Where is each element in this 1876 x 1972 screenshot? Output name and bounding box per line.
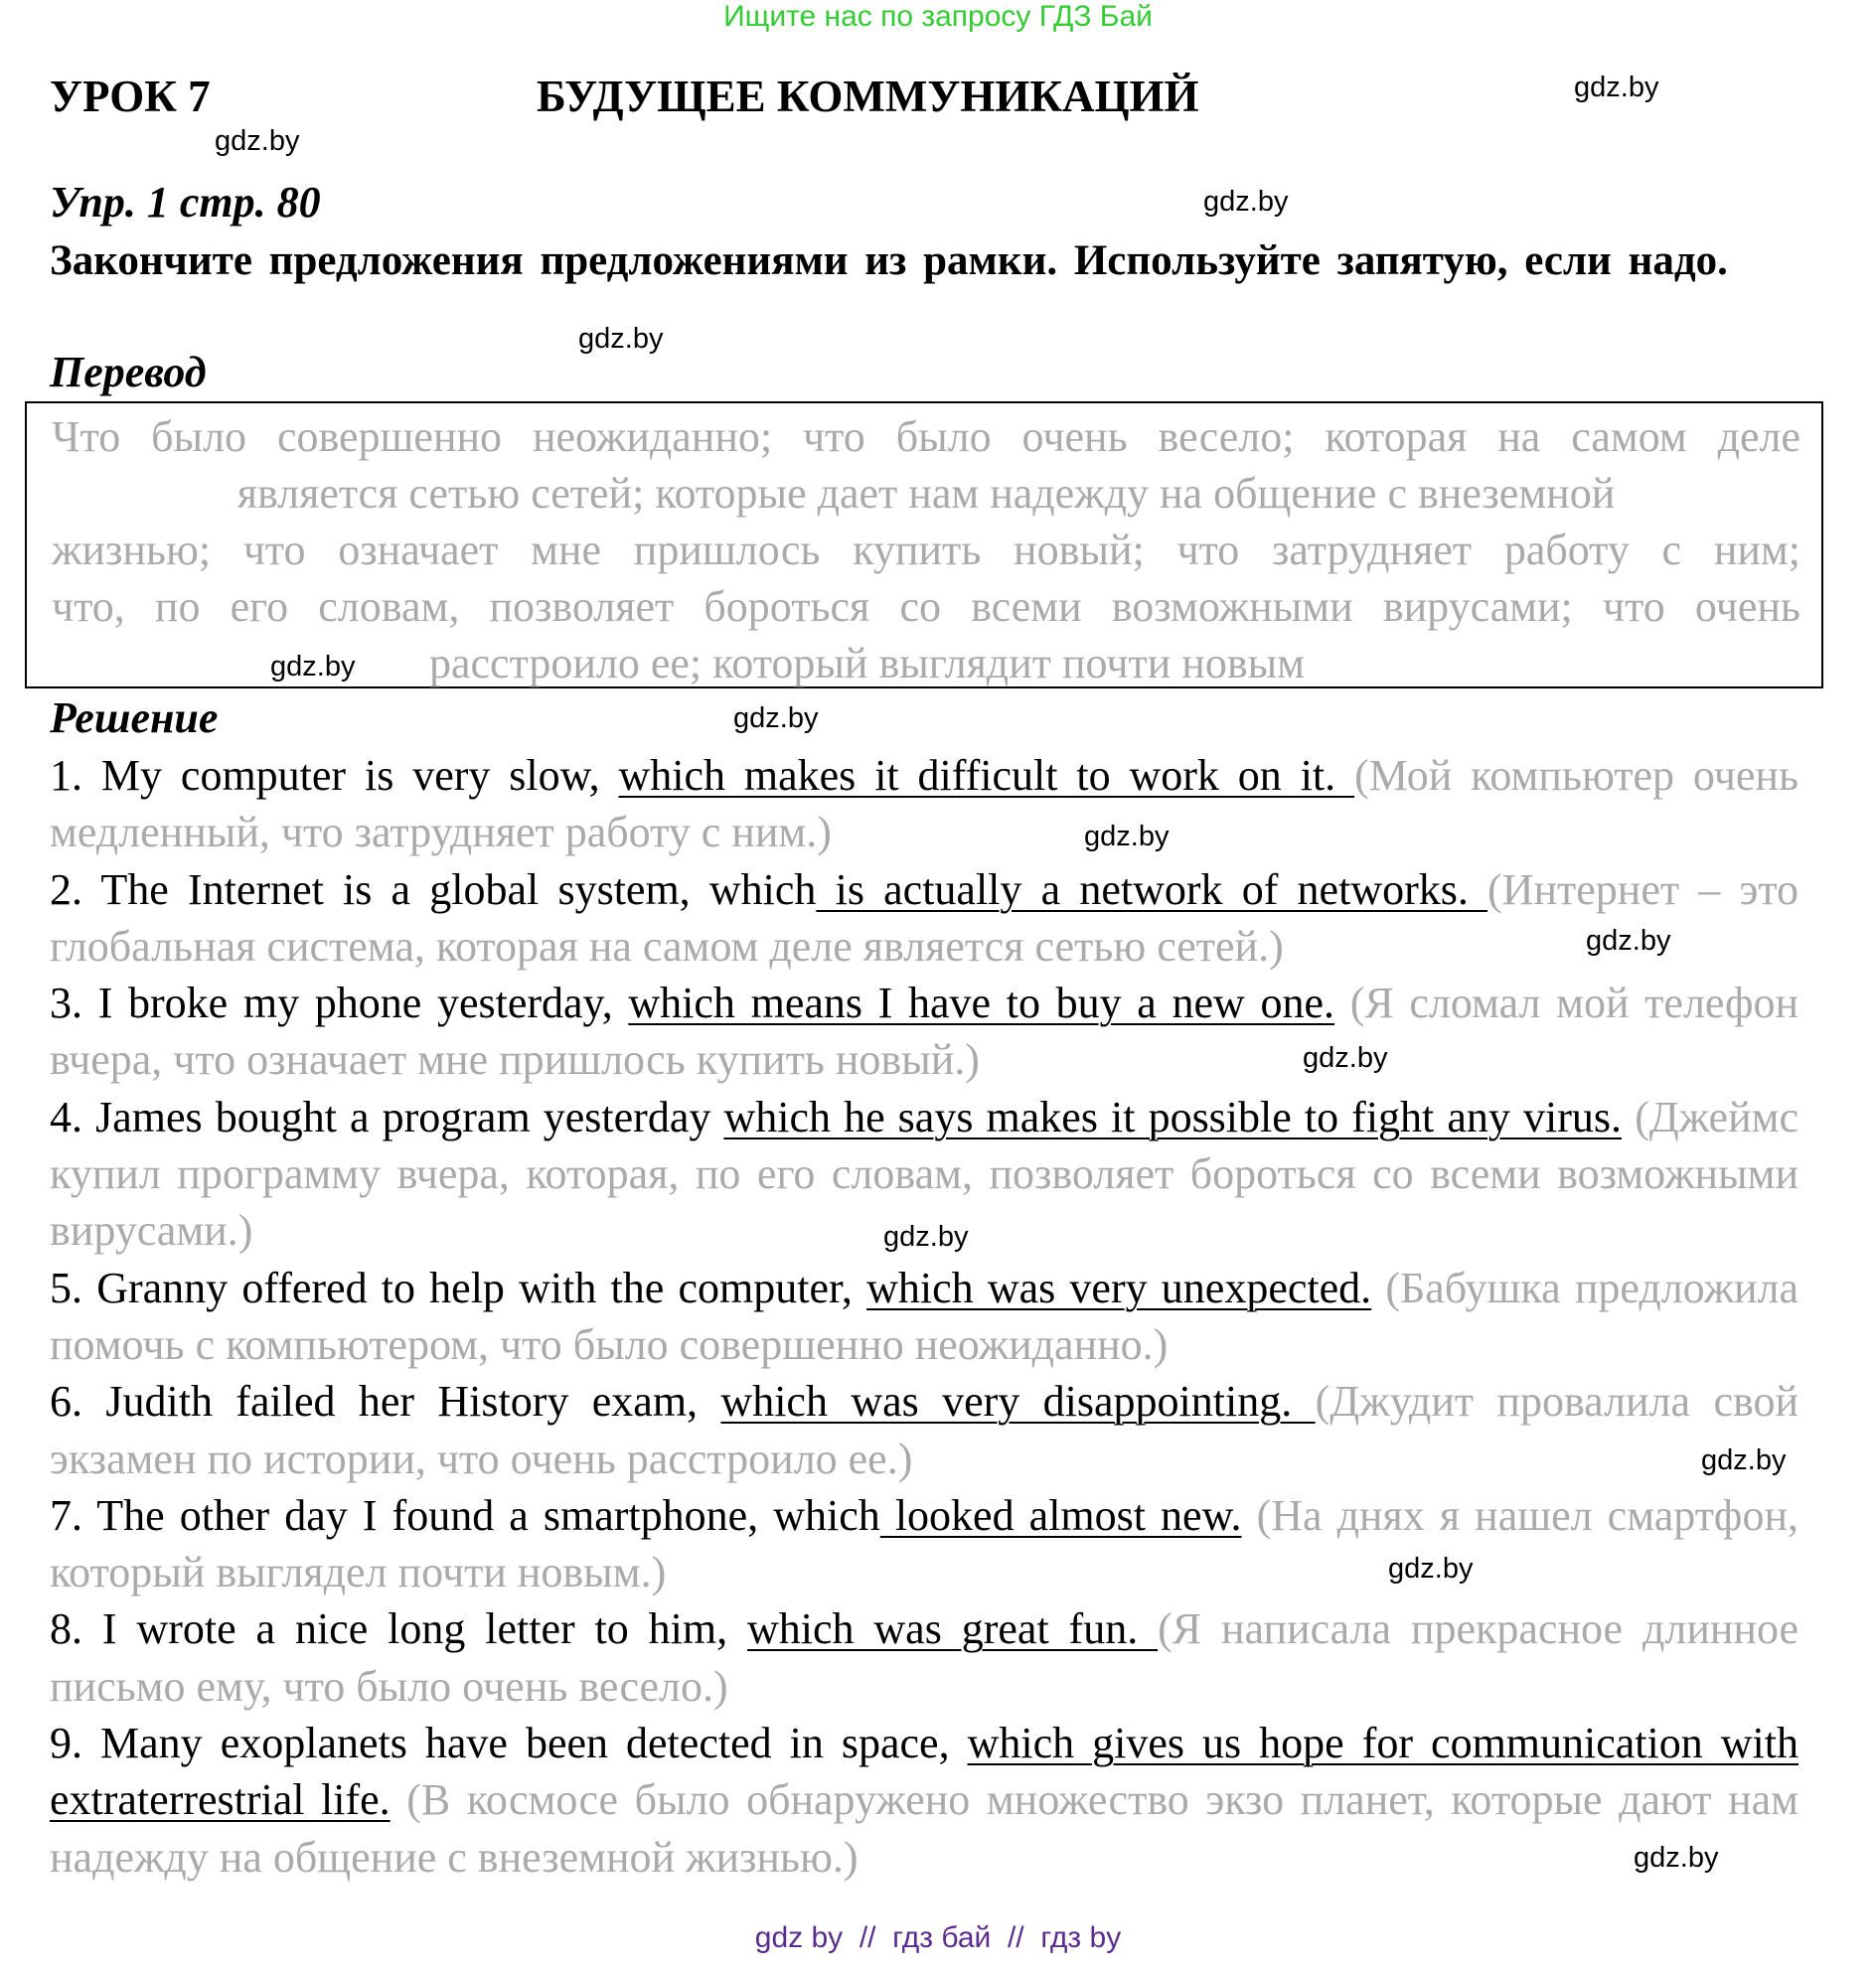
item-answer: which means I have to buy a new one. [628,979,1335,1028]
item-answer: which was very unexpected. [866,1263,1372,1312]
watermark: gdz.by [1388,1553,1474,1585]
translation-heading: Перевод [50,348,207,396]
box-line: расстроило ее; который выглядит почти новым [429,639,1306,687]
item-translation: (В космосе было обнаружено множество экзо планет, которые дают нам надежду на общение с внеземной жизнью.) [50,1775,1799,1882]
item-answer: which he says makes it possible to fight any virus. [723,1092,1622,1141]
item-translation: (Джеймс купил программу вчера, которая, по его словам, позволяет бороться со всеми возможными вирусами.) [50,1092,1799,1256]
item-sentence: I wrote a nice long letter to him, [101,1604,747,1654]
answer-item [50,1600,1798,1715]
answer-item [50,747,1798,861]
exercise-instruction: Закончите предложения предложениями из рамки. Используйте запятую, если надо. [50,237,1728,284]
box-line: Что было совершенно неожиданно; что было очень весело; которая на самом деле [52,412,1800,461]
item-translation: (Мой компьютер очень медленный, что затрудняет работу с ним.) [50,751,1799,857]
answer-item [50,861,1798,976]
watermark: gdz.by [1203,186,1289,218]
watermark: gdz.by [1574,72,1659,103]
watermark: gdz.by [578,323,664,355]
lesson-number: УРОК 7 [50,72,211,121]
item-answer: which gives us hope for communication with extraterrestrial life. [50,1719,1798,1825]
solution-heading: Решение [50,693,219,742]
item-translation: (Я сломал мой телефон вчера, что означает мне пришлось купить новый.) [50,979,1799,1085]
watermark: gdz.by [1701,1444,1787,1476]
watermark: gdz.by [1303,1042,1388,1074]
search-banner: Ищите нас по запросу ГДЗ Бай [723,0,1153,33]
item-answer: which makes it difficult to work on it. [618,751,1355,800]
footer-watermark: gdz by // гдз бай // гдз by [754,1921,1122,1954]
item-number: 7. [50,1490,82,1540]
item-number: 9. [50,1719,82,1768]
item-number: 5. [50,1263,82,1312]
item-sentence: Judith failed her History exam, [105,1377,721,1427]
item-translation: (Джудит провалила свой экзамен по истории, что очень расстроило ее.) [50,1377,1798,1483]
item-number: 6. [50,1377,82,1427]
watermark: gdz.by [733,702,819,734]
item-number: 8. [50,1604,82,1654]
watermark: gdz.by [1634,1842,1719,1874]
item-number: 1. [50,751,82,800]
answer-item [50,1373,1798,1487]
watermark: gdz.by [883,1221,969,1253]
item-number: 4. [50,1092,82,1141]
item-sentence: The other day I found a smartphone, which [96,1490,880,1540]
watermark: gdz.by [270,651,356,683]
phrase-box [25,401,1823,688]
item-sentence: Granny offered to help with the computer, [96,1263,867,1312]
watermark: gdz.by [1586,925,1671,957]
answer-item [50,1487,1798,1601]
item-number: 2. [50,864,82,914]
box-line: является сетью сетей; которые дает нам надежду на общение с внеземной [236,469,1616,518]
answer-list [50,747,1798,1886]
item-number: 3. [50,979,82,1028]
item-answer: which was very disappointing. [720,1377,1316,1427]
watermark: gdz.by [1084,821,1170,852]
item-translation: (На днях я нашел смартфон, который выглядел почти новым.) [50,1490,1798,1597]
item-answer: which was great fun. [746,1604,1159,1654]
item-sentence: I broke my phone yesterday, [97,979,629,1028]
answer-item [50,1260,1798,1374]
item-answer: looked almost new. [879,1490,1242,1540]
item-sentence: My computer is very slow, [100,751,619,800]
box-line: жизнью; что означает мне пришлось купить новый; что затрудняет работу с ним; [52,526,1800,574]
exercise-heading: Упр. 1 стр. 80 [50,178,321,227]
item-sentence: James bought a program yesterday [95,1092,724,1141]
answer-item [50,975,1798,1089]
item-translation: (Бабушка предложила помочь с компьютером, что было совершенно неожиданно.) [50,1263,1798,1369]
item-translation: (Интернет – это глобальная система, которая на самом деле является сетью сетей.) [50,864,1799,971]
watermark: gdz.by [215,125,300,157]
item-answer: is actually a network of networks. [816,864,1488,914]
item-translation: (Я написала прекрасное длинное письмо ему, что было очень весело.) [50,1604,1799,1711]
box-line: что, по его словам, позволяет бороться со всеми возможными вирусами; что очень [52,582,1800,631]
item-sentence: Many exoplanets have been detected in space, [100,1719,968,1768]
lesson-title: БУДУЩЕЕ КОММУНИКАЦИЙ [537,72,1199,121]
item-sentence: The Internet is a global system, which [100,864,817,914]
answer-item [50,1715,1798,1886]
